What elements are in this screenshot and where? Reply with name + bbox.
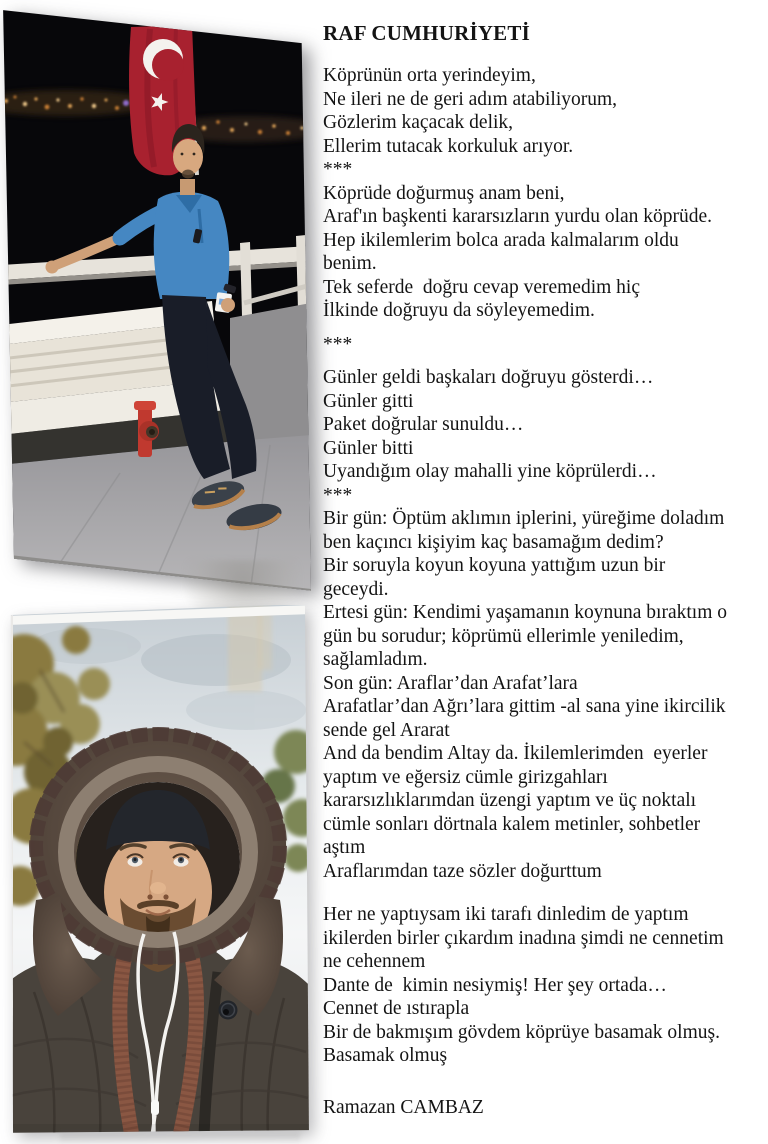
poem-title: RAF CUMHURİYETİ <box>323 21 530 45</box>
poem-line: geceydi. <box>323 578 389 600</box>
poem-line: Araflarımdan taze sözler doğurttum <box>323 860 602 882</box>
poem-line: benim. <box>323 253 377 274</box>
poem-blank-line <box>323 323 768 333</box>
poem-line: cümle sonları dörtnala kalem metinler, sohbetler <box>323 813 701 835</box>
cable-splitter <box>151 1100 159 1115</box>
poem-line: *** <box>323 484 353 506</box>
poem-author: Ramazan CAMBAZ <box>323 1096 484 1118</box>
photo-bottom-reflection <box>60 1133 300 1144</box>
poem-line: Gözlerim kaçacak delik, <box>323 112 514 133</box>
goatee <box>182 170 194 179</box>
hand <box>46 261 59 274</box>
canvas-left-edge <box>6 615 13 1136</box>
poem-line: Ertesi gün: Kendimi yaşamanın koynuna bıraktım o <box>323 602 728 623</box>
photo-top-illustration <box>0 3 311 593</box>
poem-line: Her ne yaptıysam iki tarafı dinledim de yaptım <box>323 904 689 925</box>
poem-line: Köprüde doğurmuş anam beni, <box>323 182 565 204</box>
poem-line: Günler gitti <box>323 390 414 412</box>
poem-line: Uyandığım olay mahalli yine köprülerdi… <box>323 461 657 482</box>
poem-line: Günler geldi başkaları doğruyu gösterdi… <box>323 367 654 388</box>
poem-blank-line <box>323 883 768 893</box>
poem-line: Bir soruyla koyun koyuna yattığım uzun bir <box>323 555 666 576</box>
poem-line: İlkinde doğruyu da söyleyemedim. <box>323 300 595 321</box>
poem-line: Cennet de ıstırapla <box>323 998 470 1019</box>
poem-line: *** <box>323 333 353 355</box>
poem-line: *** <box>323 159 353 180</box>
poem-line: Hep ikilemlerim bolca arada kalmalarım oldu <box>323 229 679 251</box>
poem-line: Ne ileri ne de geri adım atabiliyorum, <box>323 88 618 110</box>
poem-line: Arafatlar’dan Ağrı’lara gittim -al sana yine ikircilik <box>323 696 726 717</box>
poem-line: aştım <box>323 837 366 858</box>
poem-line: Paket doğrular sunuldu… <box>323 414 524 435</box>
poem-line: Dante de kimin nesiymiş! Her şey ortada… <box>323 974 667 996</box>
photo-top-clip <box>0 3 311 593</box>
photo-bottom-clip <box>6 600 312 1136</box>
poem-line: Basamak olmuş <box>323 1045 448 1066</box>
poem-line: ben kaçıncı kişiyim kaç basamağım dedim? <box>323 531 664 553</box>
poem-line: Günler bitti <box>323 437 414 459</box>
poem-line: ikilerden birler çıkardım inadına şimdi ne cennetim <box>323 927 724 949</box>
poem-line: sende gel Ararat <box>323 719 450 741</box>
poem-line: And da bendim Altay da. İkilemlerimden eyerler <box>323 743 708 764</box>
poem-line: ne cehennem <box>323 951 426 972</box>
poem-line: Bir de bakmışım gövdem köprüye basamak olmuş. <box>323 1021 720 1043</box>
mustache <box>140 903 176 906</box>
poem-line: Bir gün: Öptüm aklımın iplerini, yüreğime doladım <box>323 508 725 529</box>
poem-line: Araf'ın başkenti kararsızların yurdu olan köprüde. <box>323 206 713 227</box>
poem-blank-line <box>323 356 768 366</box>
poem-line: Tek seferde doğru cevap veremedim hiç <box>323 276 640 298</box>
poem-line: yaptım ve eğersiz cümle girizgahları <box>323 766 608 788</box>
poem-line: gün bu sorudur; köprümü ellerimle yeniledim, <box>323 625 684 647</box>
poem-line: Son gün: Araflar’dan Arafat’lara <box>323 672 578 694</box>
poem-lines <box>323 64 768 1068</box>
poem-line: Köprünün orta yerindeyim, <box>323 65 536 86</box>
poem-blank-line <box>323 893 768 903</box>
photo-canvas-top <box>0 3 311 593</box>
photo-bottom-illustration <box>6 600 312 1136</box>
photo-canvas-bottom <box>6 600 312 1136</box>
poem-line: sağlamladım. <box>323 649 428 670</box>
poem-column <box>323 20 768 1119</box>
neck <box>180 179 195 195</box>
poem-line: Ellerim tutacak korkuluk arıyor. <box>323 135 574 157</box>
poem-line: kararsızlıklarımdan üzengi yaptım ve üç noktalı <box>323 790 697 811</box>
